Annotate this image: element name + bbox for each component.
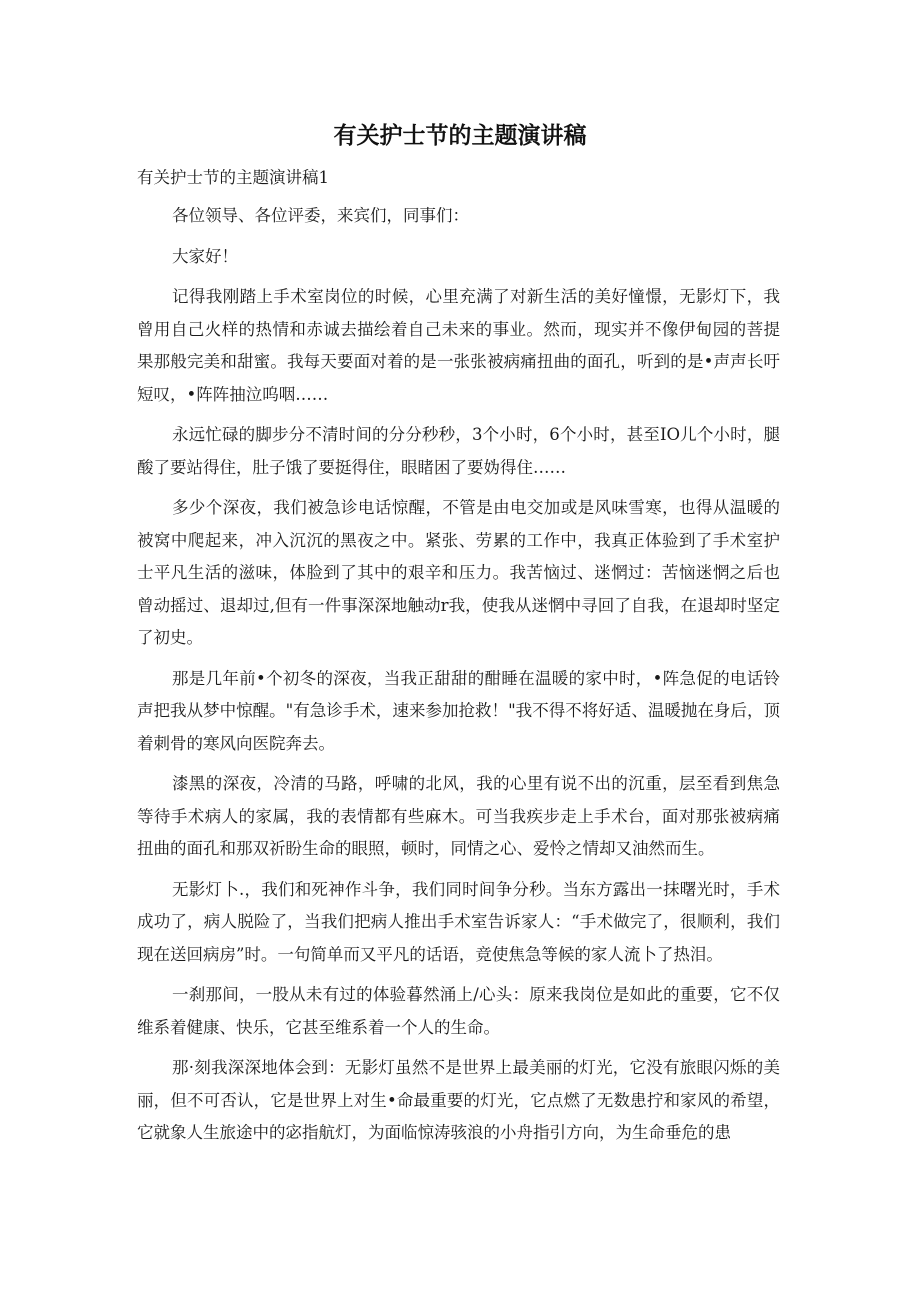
document-body [137, 200, 780, 1158]
document-title: 有关护士节的主题演讲稿 [333, 123, 587, 149]
body-paragraph: 那·刻我深深地体会到：无影灯虽然不是世界上最美丽的灯光，它没有旅眼闪烁的美丽，但不可否认，它是世界上对生•命最重要的灯光，它点燃了无数患拧和家风的希望，它就象人生旅途中的宓指航灯，为面临惊涛骇浪的小舟指引方向，为生命垂危的患 [137, 1058, 780, 1142]
body-paragraph: 永远忙碌的脚步分不清时间的分分秒秒，3个小时，6个小时，甚至IO儿个小时，腿酸了要站得住，肚子饿了要挺得住，眼睹困了要妫得住…… [137, 425, 780, 477]
greeting-paragraph: 大家好！ [172, 246, 238, 266]
salutation-paragraph: 各位领导、各位评委，来宾们，同事们： [172, 206, 469, 225]
body-paragraph: 多少个深夜，我们被急诊电话惊醒，不管是由电交加或是风味雪寒，也得从温暖的被窝中爬起来，冲入沉沉的黑夜之中。紧张、劳累的工作中，我真正体验到了手术室护士平凡生活的滋味，体脸到了其中的艰辛和压力。我苦恼过、迷惘过：苦恼迷惘之后也曾动摇过、退却过,但有一件事深深地触动r我，使我从迷惘中寻回了自我，在退却时坚定了初史。 [137, 498, 780, 647]
body-paragraph: 无影灯卜.，我们和死神作斗争，我们同时间争分秒。当东方露出一抹曙光时，手术成功了，病人脱险了，当我们把病人推出手术室告诉家人：“手术做完了，很顺利，我们现在送回病房”时。一句简单而又平凡的话语，竞使焦急等候的家人流卜了热泪。 [137, 879, 780, 964]
section-heading: 有关护士节的主题演讲稿1 [137, 168, 329, 187]
body-paragraph: 记得我刚踏上手术室岗位的时候，心里充满了对新生活的美好憧憬，无影灯下，我曾用自己火样的热情和赤诚去描绘着自己未来的事业。然而，现实并不像伊甸园的菩提果那般完美和甜蜜。我每天要面对着的是一张张被病痛扭曲的面孔，听到的是•声声长吁短叹，•阵阵抽泣呜咽…… [137, 287, 780, 404]
body-paragraph: 一刹那间，一股从未有过的体验暮然涌上/心头：原来我岗位是如此的重要，它不仅维系着健康、快乐，它甚至维系着一个人的生命。 [137, 985, 780, 1037]
body-paragraph: 那是几年前•个初冬的深夜，当我正甜甜的酣睡在温暖的家中时，•阵急促的电话铃声把我从梦中惊醒。"有急诊手术，速来参加抢救！"我不得不将好适、温暖抛在身后，顶着刺骨的寒风向医院奔去。 [137, 668, 780, 753]
body-paragraph: 漆黑的深夜，冷清的马路，呼啸的北风，我的心里有说不出的沉重，层至看到焦急等待手术病人的家属，我的表情都有些麻木。可当我疾步走上手术台，面对那张被病痛扭曲的面孔和那双祈盼生命的眼照，顿时，同情之心、爱怜之情却又油然而生。 [137, 774, 780, 858]
